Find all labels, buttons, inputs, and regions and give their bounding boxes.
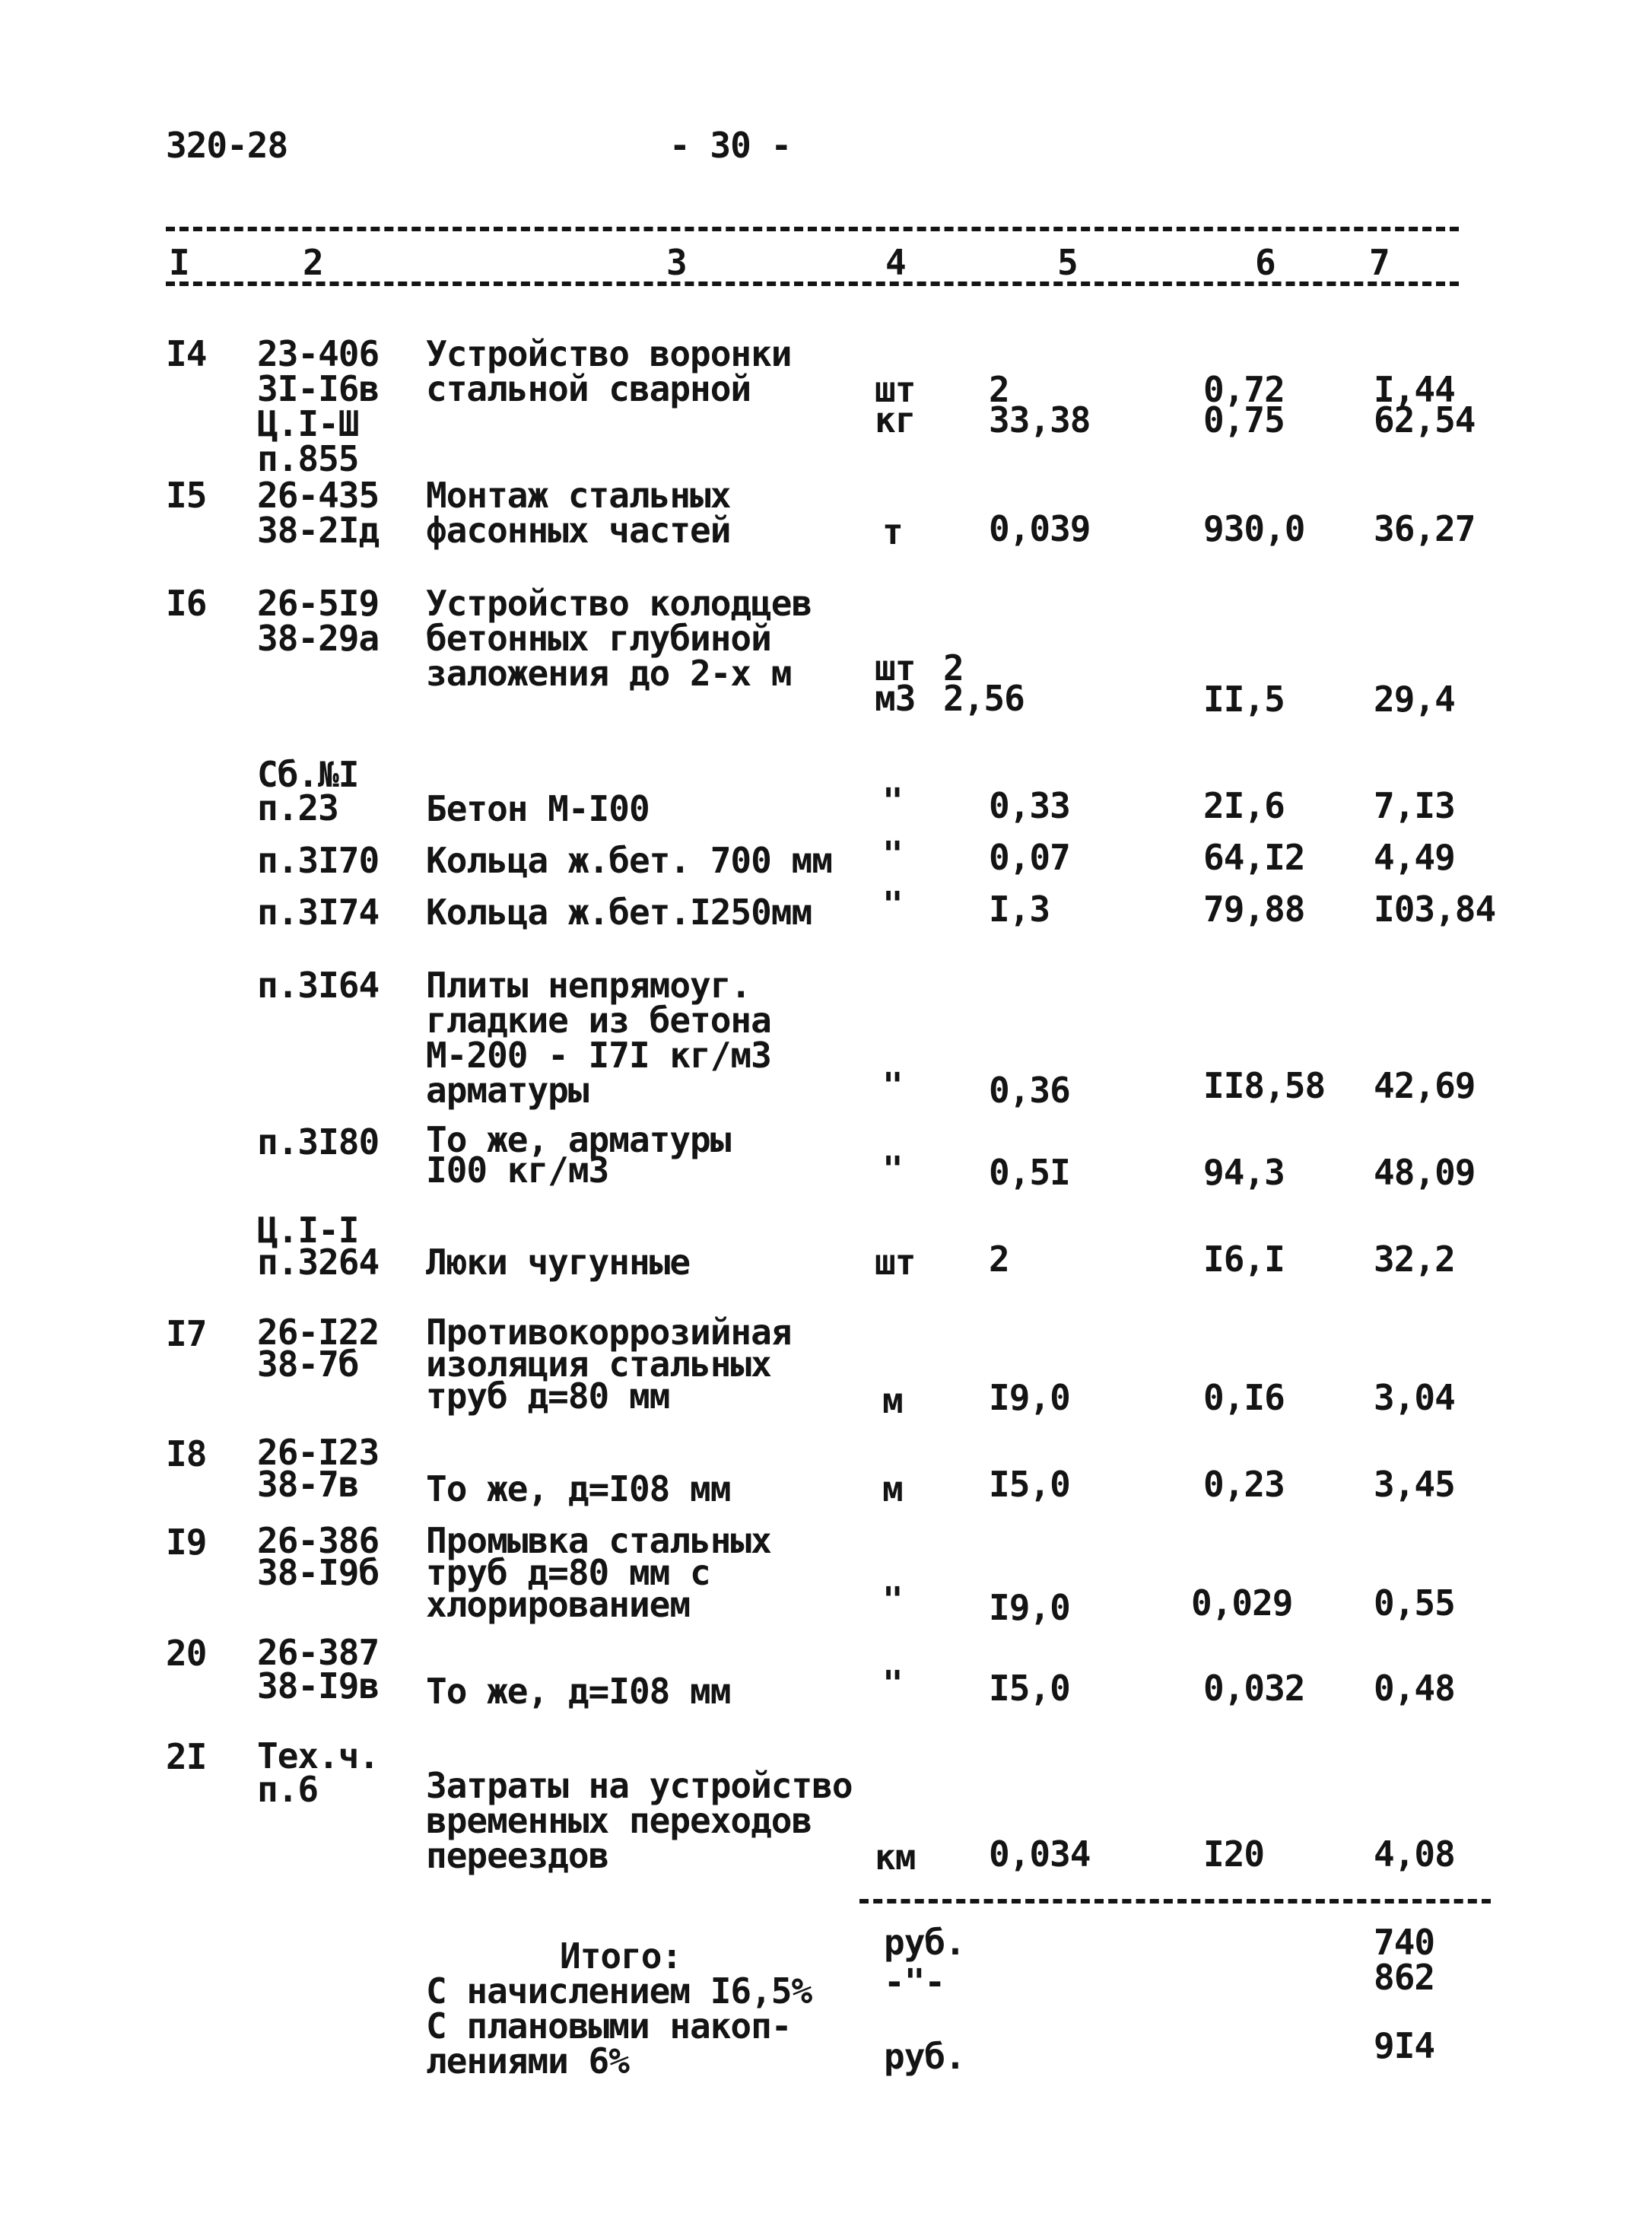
doc-code: 320-28	[166, 125, 288, 166]
itogo-value: 740	[1374, 1922, 1435, 1963]
row-code: 26-387 38-I9в	[257, 1632, 380, 1706]
row-total: 42,69	[1374, 1065, 1476, 1106]
row-description: Устройство колодцев бетонных глубиной заложения до 2-х м	[426, 583, 812, 694]
row-description: То же, д=I08 мм	[426, 1671, 731, 1712]
row-unit: "	[882, 1579, 903, 1620]
row-number: I6	[166, 583, 207, 624]
row-number: 20	[166, 1633, 207, 1674]
row-description: Затраты на устройство временных переходов переездов	[426, 1765, 853, 1876]
row-code: п.3I80	[257, 1121, 380, 1162]
col-header-5: 5	[1057, 242, 1078, 283]
row-unit: "	[882, 781, 903, 822]
row-total: 48,09	[1374, 1152, 1476, 1193]
row-unit: шт	[875, 1242, 916, 1283]
row-qty: 0,034	[989, 1834, 1091, 1875]
row-qty: I,3	[989, 889, 1050, 930]
row-price: II,5	[1203, 679, 1285, 720]
row-description: Кольца ж.бет.I250мм	[426, 892, 812, 933]
row-number: I4	[166, 333, 207, 374]
page-number: - 30 -	[669, 125, 792, 166]
row-price: 0,72 0,75	[1203, 369, 1285, 441]
row-unit: шт кг	[875, 369, 916, 441]
row-total: 32,2	[1374, 1239, 1455, 1280]
row-price: 64,I2	[1203, 837, 1305, 878]
row-total: 7,I3	[1374, 785, 1455, 826]
row-price: 0,I6	[1203, 1377, 1285, 1418]
row-description: То же, арматуры I00 кг/м3	[426, 1119, 731, 1191]
row-qty: 0,07	[989, 837, 1070, 878]
row-number: 2I	[166, 1736, 207, 1777]
row-total: 3,45	[1374, 1464, 1455, 1505]
col-header-1: I	[169, 242, 189, 283]
row-unit: "	[882, 834, 903, 875]
row-code: 23-406 3I-I6в Ц.I-Ш п.855	[257, 333, 380, 479]
row-description: Плиты непрямоуг. гладкие из бетона М-200 - I7I кг/м3 арматуры	[426, 965, 771, 1111]
row-price: 0,23	[1203, 1464, 1285, 1505]
row-unit: "	[882, 1663, 903, 1704]
row-code: 26-386 38-I9б	[257, 1520, 380, 1593]
row-code: п.3I74	[257, 892, 380, 933]
row-qty: 0,33	[989, 785, 1070, 826]
row-qty: 2	[989, 1239, 1009, 1280]
row-code: Ц.I-I п.3264	[257, 1210, 380, 1283]
row-unit: "	[882, 1065, 903, 1106]
row-description: Противокоррозийная изоляция стальных труб д=80 мм	[426, 1312, 792, 1417]
row-price: II8,58	[1203, 1065, 1326, 1106]
row-total: 4,08	[1374, 1834, 1455, 1875]
row-code: 26-435 38-2Iд	[257, 475, 380, 551]
plan-nakopleniya-label: С плановыми накоп- лениями 6%	[426, 2005, 792, 2082]
header-bottom-rule	[166, 281, 1459, 286]
row-total: I03,84	[1374, 889, 1496, 930]
table-top-rule	[166, 227, 1459, 231]
itogo-label: Итого:	[560, 1935, 682, 1977]
row-price: 79,88	[1203, 889, 1305, 930]
nachislenie-label: С начислением I6,5%	[426, 1970, 812, 2012]
col-header-6: 6	[1255, 242, 1276, 283]
row-qty: 0,039	[989, 508, 1091, 549]
row-code: 26-I23 38-7в	[257, 1432, 380, 1505]
row-price: 930,0	[1203, 508, 1305, 549]
row-qty: 2 33,38	[989, 369, 1091, 441]
row-code: п.3I64	[257, 965, 380, 1006]
row-code: Сб.№I п.23	[257, 754, 359, 829]
itogo-unit: руб.	[884, 1922, 965, 1963]
row-total: 0,48	[1374, 1668, 1455, 1709]
row-qty: 2 2,56	[943, 647, 1025, 719]
row-unit: м	[882, 1468, 903, 1509]
nachislenie-unit: -"-	[884, 1961, 945, 2002]
row-price: 94,3	[1203, 1152, 1285, 1193]
row-total: 36,27	[1374, 508, 1476, 549]
row-description: Бетон М-I00	[426, 788, 650, 829]
row-description: Промывка стальных труб д=80 мм с хлорированием	[426, 1520, 771, 1625]
row-unit: км	[875, 1837, 916, 1878]
row-qty: I5,0	[989, 1668, 1070, 1709]
row-price: 0,032	[1203, 1668, 1305, 1709]
row-total: I,44 62,54	[1374, 369, 1476, 441]
row-unit: "	[882, 884, 903, 925]
row-total: 3,04	[1374, 1377, 1455, 1418]
row-price: I6,I	[1203, 1239, 1285, 1280]
row-qty: 0,36	[989, 1070, 1070, 1111]
col-header-4: 4	[885, 242, 906, 283]
row-number: I9	[166, 1522, 207, 1563]
row-code: Тех.ч. п.6	[257, 1735, 380, 1810]
plan-nakopleniya-value: 9I4	[1374, 2025, 1435, 2066]
row-number: I5	[166, 475, 207, 516]
col-header-2: 2	[303, 242, 323, 283]
row-description: То же, д=I08 мм	[426, 1468, 731, 1509]
row-qty: I5,0	[989, 1464, 1070, 1505]
row-total: 29,4	[1374, 679, 1455, 720]
row-total: 0,55	[1374, 1582, 1455, 1624]
row-number: I8	[166, 1433, 207, 1474]
col-header-7: 7	[1369, 242, 1390, 283]
row-qty: I9,0	[989, 1377, 1070, 1418]
row-code: 26-I22 38-7б	[257, 1312, 380, 1385]
row-description: Люки чугунные	[426, 1242, 691, 1283]
col-header-3: 3	[666, 242, 687, 283]
row-number: I7	[166, 1313, 207, 1354]
row-qty: 0,5I	[989, 1152, 1070, 1193]
row-unit: м	[882, 1380, 903, 1421]
plan-nakopleniya-unit: руб.	[884, 2036, 965, 2077]
row-description: Устройство воронки стальной сварной	[426, 333, 792, 409]
row-price: I20	[1203, 1834, 1265, 1875]
totals-rule	[859, 1899, 1491, 1904]
row-unit: "	[882, 1149, 903, 1190]
row-description: Монтаж стальных фасонных частей	[426, 475, 731, 551]
row-code: 26-5I9 38-29а	[257, 583, 380, 659]
nachislenie-value: 862	[1374, 1957, 1435, 1998]
row-total: 4,49	[1374, 837, 1455, 878]
row-price: 2I,6	[1203, 785, 1285, 826]
row-qty: I9,0	[989, 1587, 1070, 1628]
row-price: 0,029	[1191, 1582, 1293, 1624]
row-description: Кольца ж.бет. 700 мм	[426, 840, 832, 881]
row-code: п.3I70	[257, 840, 380, 881]
row-unit: шт м3	[875, 647, 916, 719]
row-unit: т	[882, 511, 903, 552]
